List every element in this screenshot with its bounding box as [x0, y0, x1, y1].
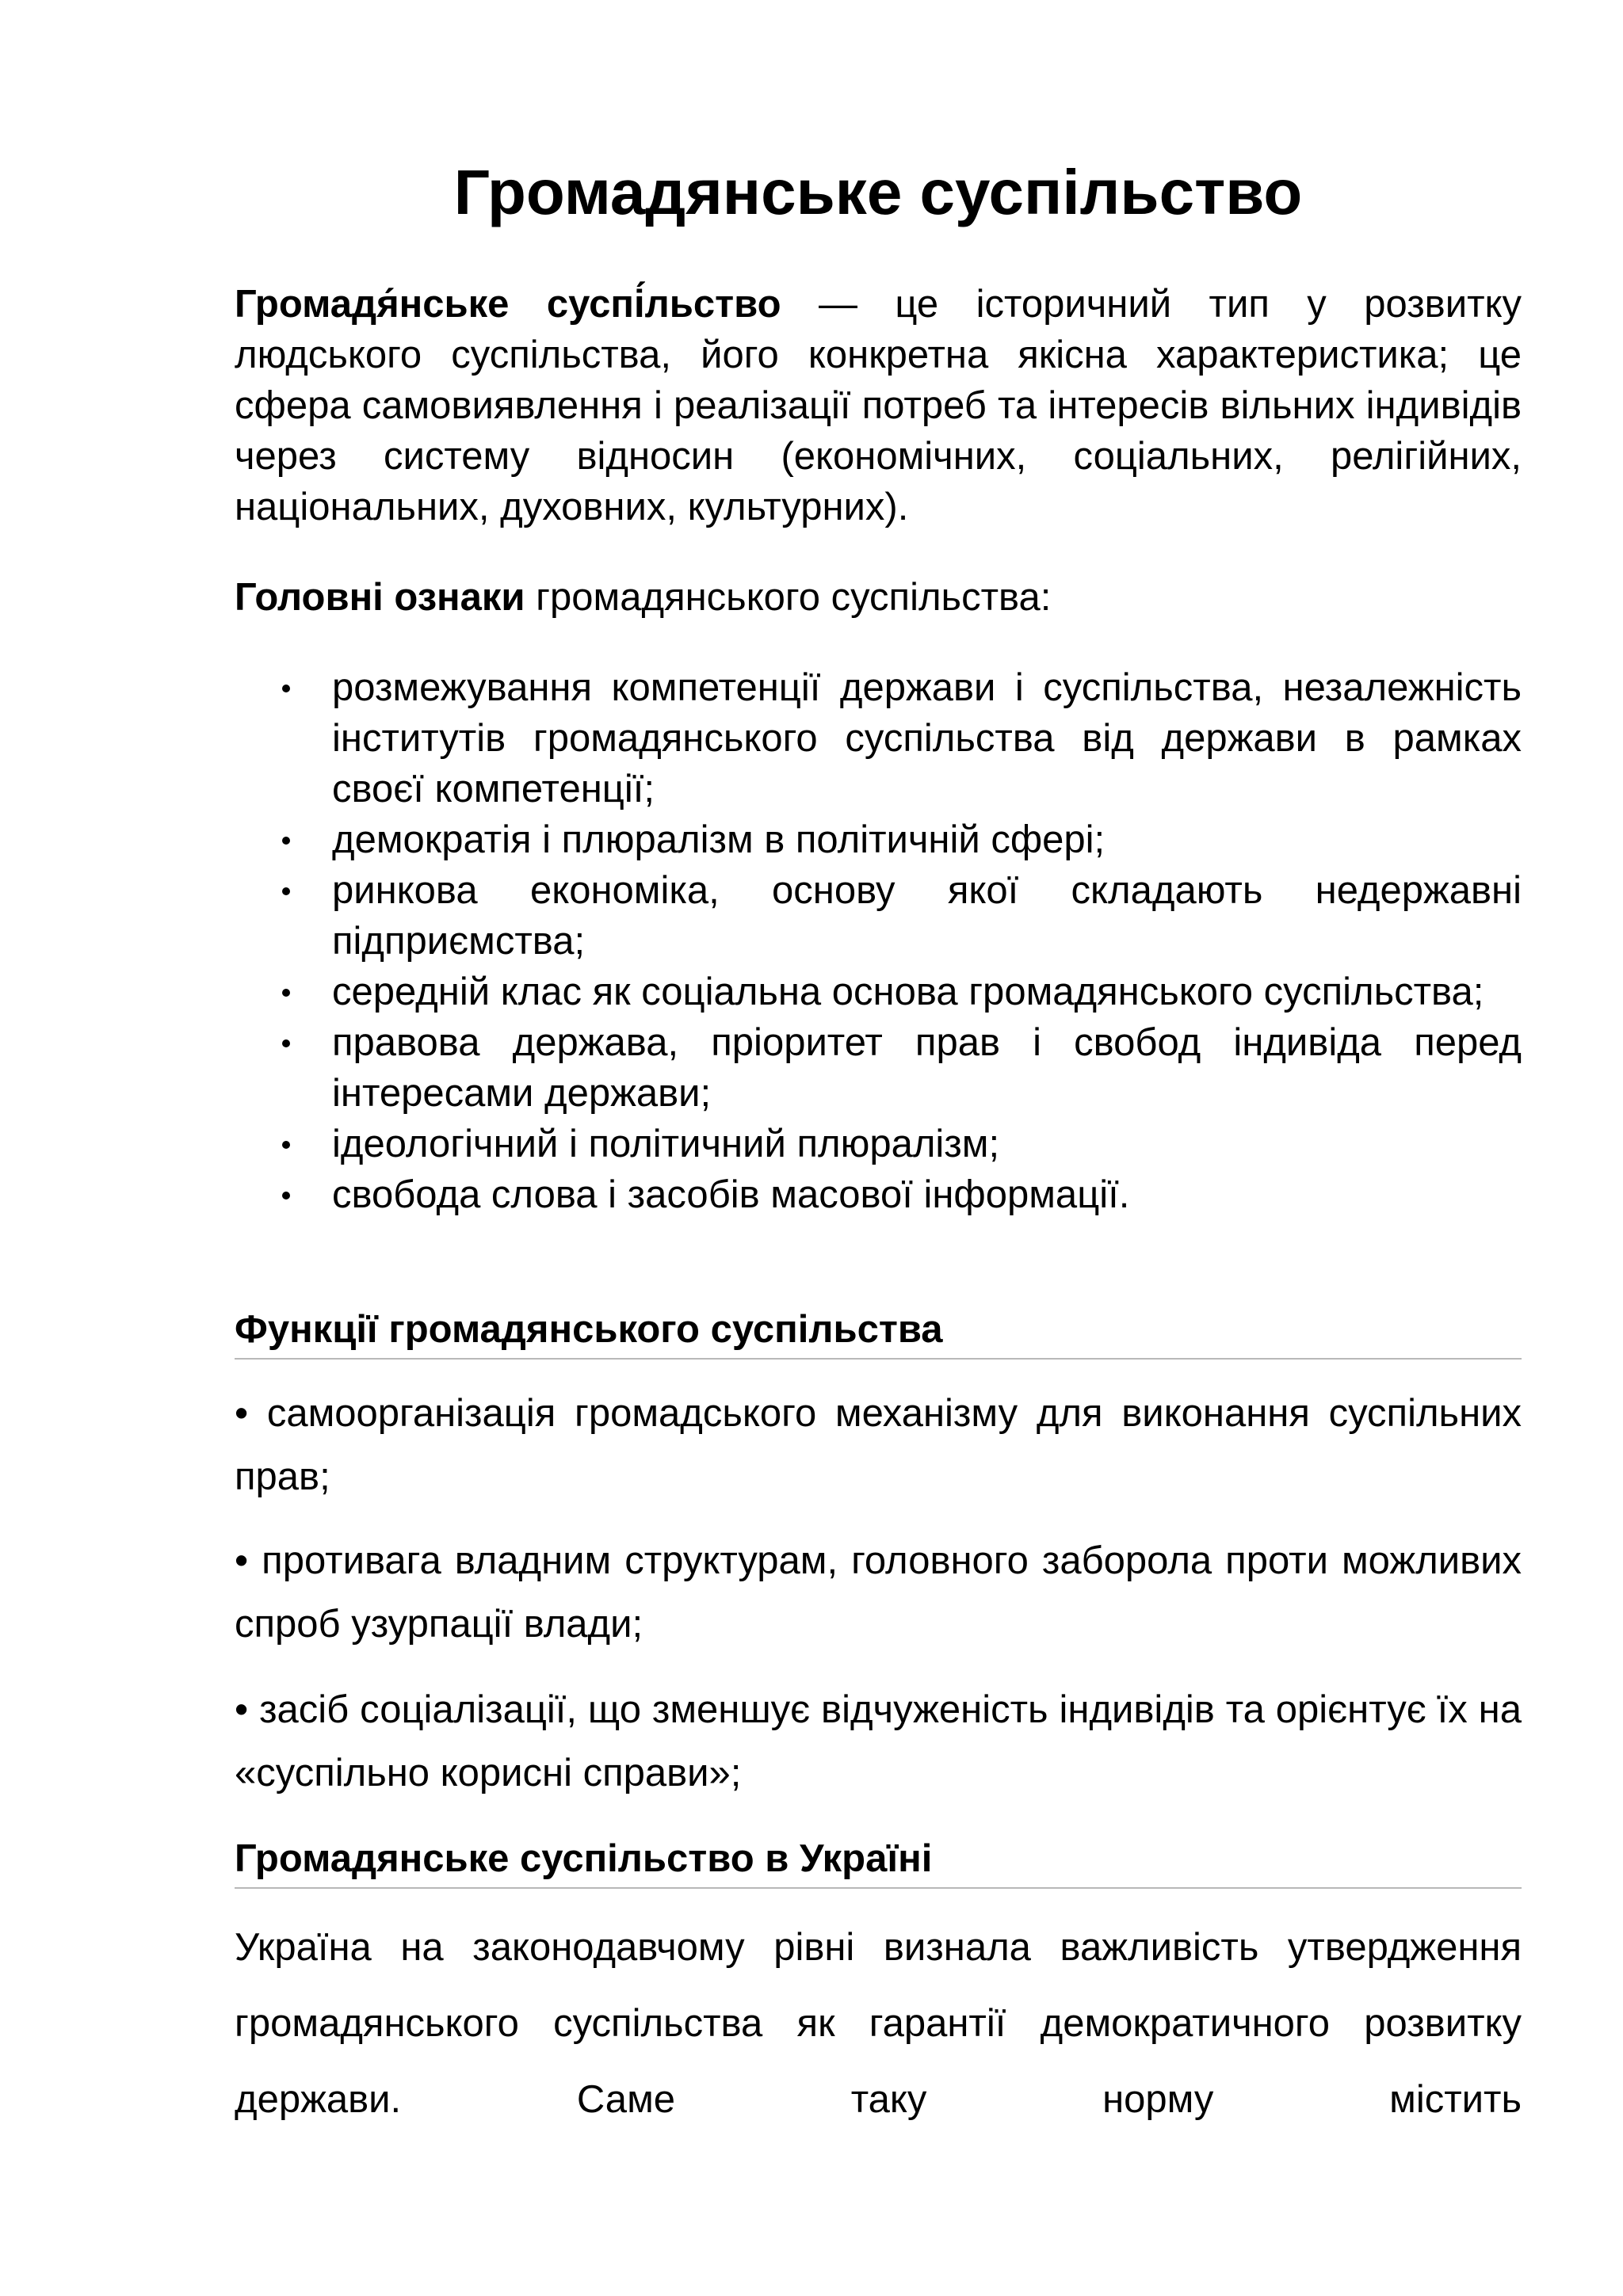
list-item	[235, 662, 1522, 814]
list-item-text: середній клас як соціальна основа громадянського суспільства;	[332, 971, 1484, 1013]
list-item	[235, 865, 1522, 967]
list-item-text: розмежування компетенції держави і суспільства, незалежність інститутів громадянського суспільства від держави в рамках своєї компетенції;	[332, 666, 1522, 810]
bullet-icon	[282, 989, 290, 997]
function-item: • самоорганізація громадського механізму для виконання суспільних прав;	[235, 1392, 1522, 1498]
bullet-icon	[282, 685, 290, 692]
list-item-text: ідеологічний і політичний плюралізм;	[332, 1123, 1000, 1165]
function-item: • противага владним структурам, головного заборола проти можливих спроб узурпації влади;	[235, 1539, 1522, 1646]
intro-paragraph	[235, 279, 1522, 532]
ukraine-paragraph: Україна на законодавчому рівні визнала важливість утвердження громадянського суспільства як гарантії демократичного розвитку держави. Саме таку норму містить	[235, 1926, 1522, 2121]
document-title: Громадянське суспільство	[453, 157, 1303, 227]
list-item	[235, 1169, 1522, 1220]
list-item-text: правова держава, пріоритет прав і свобод індивіда перед інтересами держави;	[332, 1021, 1522, 1115]
list-item	[235, 814, 1522, 865]
list-item	[235, 967, 1522, 1017]
ukraine-heading: Громадянське суспільство в Україні	[235, 1835, 1522, 1889]
function-item: • засіб соціалізації, що зменшує відчуженість індивідів та орієнтує їх на «суспільно корисні справи»;	[235, 1688, 1522, 1794]
intro-definition: — це історичний тип у розвитку людського суспільства, його конкретна якісна характеристика; це сфера самовиявлення і реалізації потреб та інтересів вільних індивідів через систему відносин (економічних, соціальних, релігійних, національних, духовних, культурних).	[235, 283, 1522, 528]
functions-heading: Функції громадянського суспільства	[235, 1306, 1522, 1360]
features-lead-bold: Головні ознаки	[235, 576, 525, 619]
bullet-icon	[282, 1141, 290, 1149]
features-list	[235, 662, 1522, 1220]
bullet-icon	[282, 1192, 290, 1199]
bullet-icon	[282, 1039, 290, 1047]
list-item-text: ринкова економіка, основу якої складають недержавні підприємства;	[332, 869, 1522, 963]
list-item	[235, 1017, 1522, 1119]
features-lead-rest: громадянського суспільства:	[525, 576, 1052, 619]
intro-term: Громадя́нське суспі́льство	[235, 283, 781, 326]
features-lead	[235, 572, 1522, 623]
list-item-text: демократія і плюралізм в політичній сфері;	[332, 818, 1106, 861]
list-item	[235, 1119, 1522, 1169]
list-item-text: свобода слова і засобів масової інформації.	[332, 1173, 1130, 1216]
bullet-icon	[282, 837, 290, 845]
bullet-icon	[282, 887, 290, 895]
